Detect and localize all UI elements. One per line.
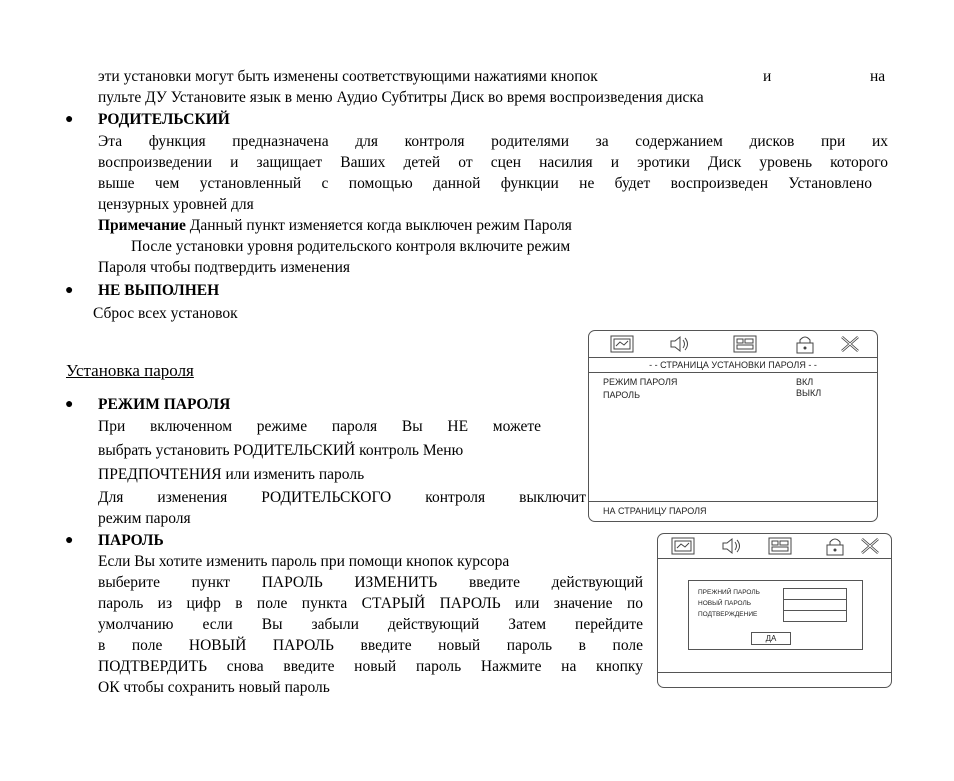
parental-note-3: Пароля чтобы подтвердить изменения	[98, 259, 350, 276]
password-line-6: ПОДТВЕРДИТЬ снова введите новый пароль Нажмите на кнопку	[98, 658, 643, 675]
preferences-icon[interactable]	[767, 536, 793, 556]
tv-setup-icon[interactable]	[670, 536, 696, 556]
note-text: Данный пункт изменяется когда выключен режим Пароля	[189, 217, 572, 234]
old-password-label: ПРЕЖНИЙ ПАРОЛЬ	[698, 589, 760, 596]
panel1-row1-label[interactable]: РЕЖИМ ПАРОЛЯ	[603, 377, 678, 387]
intro-line-1a: эти установки могут быть изменены соответствующими нажатиями кнопок	[98, 68, 598, 85]
new-password-label: НОВЫЙ ПАРОЛЬ	[698, 600, 752, 607]
tv-setup-icon[interactable]	[609, 334, 635, 354]
password-line-5: в поле НОВЫЙ ПАРОЛЬ введите новый пароль в поле	[98, 637, 643, 654]
password-form-box	[688, 580, 863, 650]
passmode-line-3: ПРЕДПОЧТЕНИЯ или изменить пароль	[98, 466, 365, 483]
ok-button[interactable]: ДА	[751, 632, 791, 645]
panel1-row1-value[interactable]: ВКЛ	[796, 377, 814, 387]
password-title: ПАРОЛЬ	[98, 532, 164, 549]
note-label: Примечание	[98, 217, 186, 234]
password-line-3: пароль из цифр в поле пункта СТАРЫЙ ПАРОЛЬ или значение по	[98, 595, 643, 612]
bullet-notdone: ●	[65, 283, 74, 298]
password-line-7: ОК чтобы сохранить новый пароль	[98, 679, 330, 696]
close-icon[interactable]	[837, 334, 863, 354]
intro-line-1b: и	[763, 68, 772, 85]
passmode-title: РЕЖИМ ПАРОЛЯ	[98, 396, 231, 413]
audio-speaker-icon[interactable]	[665, 334, 691, 354]
password-section-heading: Установка пароля	[66, 361, 194, 380]
panel1-header: - - СТРАНИЦА УСТАНОВКИ ПАРОЛЯ - -	[649, 360, 817, 370]
confirm-password-input[interactable]	[783, 610, 847, 622]
panel1-row2-value[interactable]: ВЫКЛ	[796, 388, 822, 398]
passmode-line-1: При включенном режиме пароля Вы НЕ можете	[98, 418, 541, 435]
preferences-icon[interactable]	[732, 334, 758, 354]
password-line-2: выберите пункт ПАРОЛЬ ИЗМЕНИТЬ введите действующий	[98, 574, 643, 591]
change-password-panel	[657, 533, 892, 688]
parental-line-3: выше чем установленный с помощью данной функции не будет воспроизведен Установлено	[98, 175, 872, 192]
password-line-1: Если Вы хотите изменить пароль при помощи кнопок курсора	[98, 553, 510, 570]
parental-title: РОДИТЕЛЬСКИЙ	[98, 111, 230, 128]
notdone-text: Сброс всех установок	[93, 305, 238, 322]
confirm-password-label: ПОДТВЕРЖДЕНИЕ	[698, 611, 758, 618]
panel1-icon-bar	[589, 331, 877, 358]
parental-line-1: Эта функция предназначена для контроля родителями за содержанием дисков при их	[98, 133, 888, 150]
bullet-parental: ●	[65, 112, 74, 127]
bullet-passmode: ●	[65, 397, 74, 412]
intro-line-2: пульте ДУ Установите язык в меню Аудио Субтитры Диск во время воспроизведения диска	[98, 89, 704, 106]
panel2-footer-divider	[658, 672, 891, 673]
password-setup-panel	[588, 330, 878, 522]
lock-icon[interactable]	[792, 334, 818, 354]
lock-icon[interactable]	[822, 536, 848, 556]
panel1-footer: НА СТРАНИЦУ ПАРОЛЯ	[603, 506, 707, 516]
passmode-line-4: Для изменения РОДИТЕЛЬСКОГО контроля выключит	[98, 489, 586, 506]
parental-line-2: воспроизведении и защищает Ваших детей от сцен насилия и эротики Диск уровень которого	[98, 154, 888, 171]
close-icon[interactable]	[857, 536, 883, 556]
bullet-password: ●	[65, 533, 74, 548]
panel1-row2-label[interactable]: ПАРОЛЬ	[603, 390, 640, 400]
parental-note-2: После установки уровня родительского контроля включите режим	[131, 238, 571, 255]
parental-line-4: цензурных уровней для	[98, 196, 254, 213]
passmode-line-5: режим пароля	[98, 510, 191, 527]
panel1-header-divider	[589, 372, 877, 373]
notdone-title: НЕ ВЫПОЛНЕН	[98, 282, 220, 299]
parental-note	[98, 215, 572, 236]
intro-line-1c: на	[870, 68, 886, 85]
panel1-footer-divider	[589, 501, 877, 502]
password-line-4: умолчанию если Вы забыли действующий Затем перейдите	[98, 616, 643, 633]
audio-speaker-icon[interactable]	[717, 536, 743, 556]
passmode-line-2: выбрать установить РОДИТЕЛЬСКИЙ контроль Меню	[98, 442, 464, 459]
panel2-icon-bar	[658, 534, 891, 559]
